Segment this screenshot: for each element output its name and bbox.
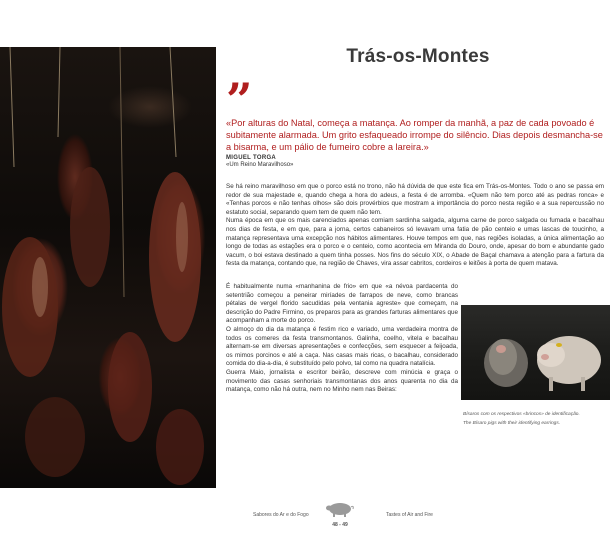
quote-mark-icon: ” (226, 73, 253, 127)
body-text-bottom (226, 283, 458, 395)
body-paragraph: É habitualmente numa «manhanina de frio» em que «a névoa pardacenta do setentrião começou a peneirar miríades de farrapos de neve, como brancas pétalas de vergel florido sacudidas pela ventania agreste» que começam, na descrição do Padre Firmino, os preparos para as grandes farturas alimentares que acompanham a morte do porco. (226, 283, 458, 325)
quote-attribution (226, 155, 293, 169)
pig-icon (325, 500, 355, 518)
photo-caption (463, 412, 593, 430)
body-text-top (226, 183, 604, 269)
bisaro-pigs-photo (461, 305, 610, 400)
epigraph-quote: «Por alturas do Natal, começa a matança. Ao romper da manhã, a paz de cada povoado é subitamente alarmada. Um grito esfaqueado irrompe do silêncio. Dias depois desmancha-se a bisarma, e um pálio de fumeiro cobre a lareira.» (226, 118, 603, 153)
page-title: Trás-os-Montes (346, 46, 490, 67)
footer-title-en: Tastes of Air and Fire (386, 512, 433, 518)
quote-source: «Um Reino Maravilhoso» (226, 162, 294, 168)
caption-portuguese: Bísaros com os respectivos «brincos» de identificação. (463, 412, 580, 417)
page-footer (226, 500, 610, 536)
caption-english: The Bísaro pigs with their identifying earrings. (463, 421, 561, 426)
page-numbers: 48 - 49 (332, 522, 348, 528)
footer-title-pt: Sabores do Ar e do Fogo (253, 512, 309, 518)
body-paragraph: Se há reino maravilhoso em que o porco está no trono, não há dúvida de que este fica em Trás-os-Montes. Todo o ano se passa em redor de sua majestade e, quando chega a hora do adeus, a festa é de arromba. «Quem não tem porco até as pedras ronca» e «Tenhas porcos e não tenhas olhos» são dois provérbios que mostram a importância do porco nesta região e a sua repercussão no estatuto social, separando quem tem de quem não tem. (226, 183, 604, 216)
quote-author: MIGUEL TORGA (226, 155, 277, 161)
body-paragraph: O almoço do dia da matança é festim rico e variado, uma verdadeira montra de todos os comeres da festa transmontanos. Galinha, coelho, vitela e bacalhau alternam-se em diversas apresentações e confecções, sem esquecer a feijoada, os mimos porcinos e até a caça. Nas casas mais ricas, o bacalhau, considerado comida do dia-a-dia, é substituído pelo polvo, tal como na quadra natalícia. (226, 325, 458, 368)
body-paragraph: Numa época em que os mais carenciados apenas comiam sardinha salgada, alguma carne de porco salgada ou fumada e bacalhau nos dias de festa, e em que, para a jorna, certos cabaneiros só levavam uma fatia de pão centeio e umas lascas de toucinho, a matança representava uma excepção nos hábitos alimentares. Houve tempos em que, nas regiões isoladas, a única alimentação ao longo de todas as estações era o porco e o centeio, como acontecia em Miranda do Douro, onde, apesar do bom e abundante gado vacum, o boi estava destinado a quem tinha posses. Nos fins do século XIX, o Abade de Baçal chamava a atenção para a fartura da festa da matança, contando que, na região de Chaves, vira assar cabritos, cordeiros e leitões à porta de quem matava. (226, 217, 604, 268)
body-paragraph: Guerra Maio, jornalista e escritor beirão, descreve com minúcia e graça o movimento das casas senhoriais transmontanas dos anos quarenta no dia da matança, como não há outra, nem no Minho nem nas Beiras: (226, 368, 458, 394)
hanging-sausages-photo (0, 47, 216, 488)
